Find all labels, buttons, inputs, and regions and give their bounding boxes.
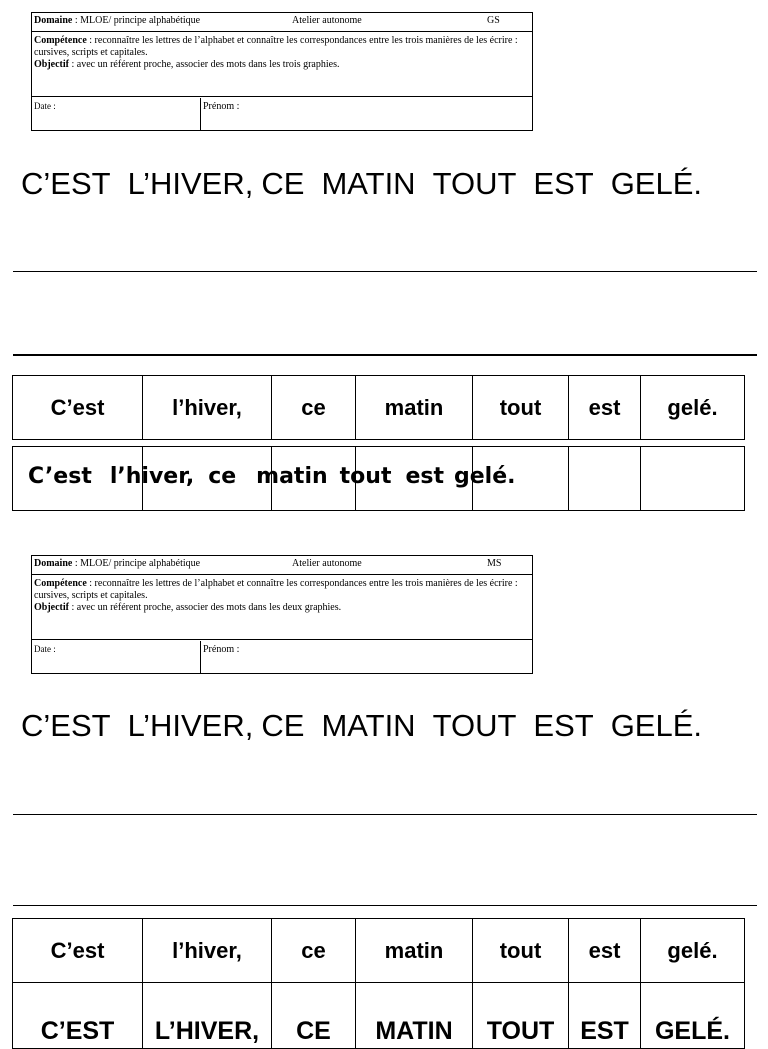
date-label: Date : bbox=[34, 101, 56, 111]
header-row-domaine bbox=[32, 556, 532, 575]
cursive-word: l’hiver, bbox=[109, 464, 195, 489]
word-cell: L’HIVER, bbox=[143, 983, 272, 1049]
word-cell: MATIN bbox=[356, 983, 473, 1049]
word-cell: C’est bbox=[13, 376, 143, 440]
word-cell: tout bbox=[473, 919, 569, 983]
sentence-word: TOUT bbox=[432, 166, 517, 201]
cursive-word: tout bbox=[339, 464, 392, 489]
sentence-word: MATIN bbox=[321, 708, 416, 743]
cursive-word: matin bbox=[256, 464, 328, 489]
sentence-word: TOUT bbox=[432, 708, 517, 743]
word-cell: GELÉ. bbox=[641, 983, 745, 1049]
capital-sentence-gs bbox=[21, 166, 751, 202]
empty-cell bbox=[641, 447, 745, 511]
word-cell: TOUT bbox=[473, 983, 569, 1049]
word-cell: est bbox=[569, 376, 641, 440]
word-table-ms bbox=[12, 918, 745, 1049]
header-description bbox=[32, 32, 532, 97]
sentence-word: GELÉ. bbox=[610, 708, 703, 743]
capital-sentence-ms bbox=[21, 708, 751, 744]
sentence-word: L’HIVER, bbox=[127, 166, 254, 201]
sentence-word: C’EST bbox=[21, 708, 111, 743]
header-description bbox=[32, 575, 532, 640]
atelier-label: Atelier autonome bbox=[292, 15, 362, 26]
word-cell: est bbox=[569, 919, 641, 983]
prenom-label: Prénom : bbox=[203, 101, 240, 112]
word-cell: tout bbox=[473, 376, 569, 440]
sentence-word: C’EST bbox=[21, 166, 111, 201]
level-label: GS bbox=[487, 15, 500, 26]
sentence-word: EST bbox=[533, 166, 594, 201]
competence-text: Compétence : reconnaître les lettres de l’alphabet et connaître les correspondances entre les trois manières de les écrire : cursives, scripts et capitales. bbox=[34, 578, 518, 601]
sentence-word: CE bbox=[261, 708, 305, 743]
objectif-text: Objectif : avec un référent proche, associer des mots dans les trois graphies. bbox=[34, 59, 340, 70]
cursive-word: gelé. bbox=[454, 464, 516, 489]
word-cell: ce bbox=[272, 919, 356, 983]
writing-line bbox=[13, 905, 757, 906]
word-cell: C’est bbox=[13, 919, 143, 983]
sentence-word: L’HIVER, bbox=[127, 708, 254, 743]
domaine-field: Domaine : MLOE/ principe alphabétique bbox=[34, 15, 201, 26]
empty-cell bbox=[569, 447, 641, 511]
writing-line bbox=[13, 814, 757, 815]
word-cell: gelé. bbox=[641, 919, 745, 983]
sentence-word: EST bbox=[533, 708, 594, 743]
cursive-word: est bbox=[405, 464, 445, 489]
word-cell: C’EST bbox=[13, 983, 143, 1049]
cursive-word: C’est bbox=[28, 464, 92, 489]
word-cell: gelé. bbox=[641, 376, 745, 440]
header-date-name-row bbox=[32, 98, 532, 130]
table-row bbox=[13, 983, 745, 1049]
cursive-sentence-overlay bbox=[28, 464, 526, 489]
header-date-name-row bbox=[32, 641, 532, 673]
sentence-word: CE bbox=[261, 166, 305, 201]
word-cell: l’hiver, bbox=[143, 376, 272, 440]
table-row bbox=[13, 376, 745, 440]
word-cell: l’hiver, bbox=[143, 919, 272, 983]
writing-line bbox=[13, 354, 757, 356]
header-box-ms bbox=[31, 555, 533, 674]
writing-line bbox=[13, 271, 757, 272]
table-row bbox=[13, 919, 745, 983]
cursive-word: ce bbox=[208, 464, 237, 489]
word-cell: matin bbox=[356, 919, 473, 983]
word-table-gs bbox=[12, 375, 745, 440]
sentence-word: MATIN bbox=[321, 166, 416, 201]
sentence-word: GELÉ. bbox=[610, 166, 703, 201]
level-label: MS bbox=[487, 558, 502, 569]
word-cell: matin bbox=[356, 376, 473, 440]
objectif-text: Objectif : avec un référent proche, associer des mots dans les deux graphies. bbox=[34, 602, 342, 613]
header-box-gs bbox=[31, 12, 533, 131]
competence-text: Compétence : reconnaître les lettres de l’alphabet et connaître les correspondances entre les trois manières de les écrire : cursives, scripts et capitales. bbox=[34, 35, 518, 58]
domaine-field: Domaine : MLOE/ principe alphabétique bbox=[34, 558, 201, 569]
word-cell: CE bbox=[272, 983, 356, 1049]
word-cell: ce bbox=[272, 376, 356, 440]
header-row-domaine bbox=[32, 13, 532, 32]
date-label: Date : bbox=[34, 644, 56, 654]
atelier-label: Atelier autonome bbox=[292, 558, 362, 569]
word-cell: EST bbox=[569, 983, 641, 1049]
date-cell bbox=[32, 641, 201, 673]
prenom-label: Prénom : bbox=[203, 644, 240, 655]
date-cell bbox=[32, 98, 201, 130]
